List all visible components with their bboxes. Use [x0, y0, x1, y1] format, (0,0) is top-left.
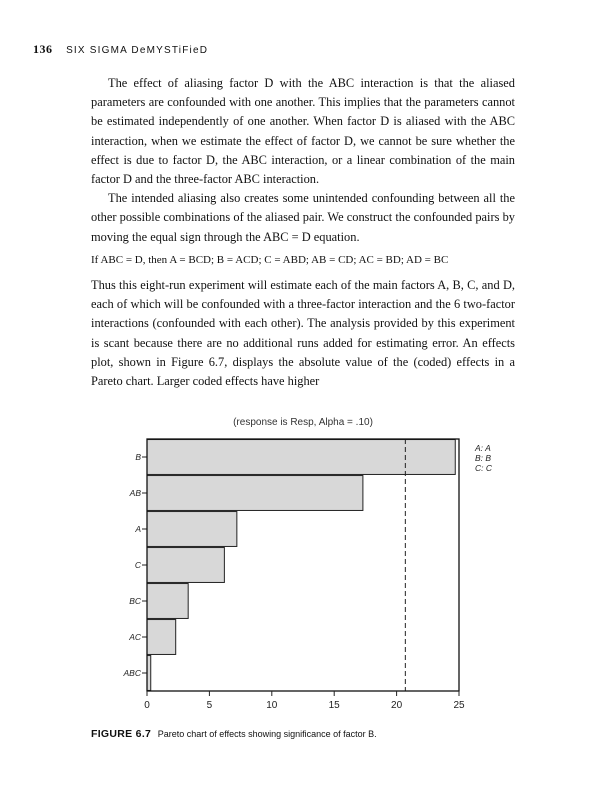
body-text: [91, 74, 515, 391]
y-tick-label-abc: ABC: [123, 668, 141, 678]
legend-entry-1: A: A: [475, 443, 491, 453]
x-tick-label-10: 10: [266, 700, 278, 710]
bar-ac: [147, 620, 176, 655]
bar-bc: [147, 584, 188, 619]
bar-b: [147, 440, 455, 475]
y-tick-label-b: B: [135, 452, 141, 462]
y-tick-label-a: A: [135, 524, 141, 534]
chart-title: (response is Resp, Alpha = .10): [233, 417, 373, 428]
figure-caption: [91, 728, 377, 740]
page-number: 136: [33, 42, 53, 56]
running-head: [33, 42, 208, 57]
pareto-chart-svg: [100, 408, 520, 710]
figure-caption-text: Pareto chart of effects showing significance of factor B.: [157, 729, 377, 739]
pareto-chart: [100, 408, 520, 710]
x-tick-label-0: 0: [144, 700, 150, 710]
x-tick-label-5: 5: [206, 700, 213, 710]
bar-a: [147, 512, 237, 547]
y-tick-label-ac: AC: [129, 632, 141, 642]
bar-c: [147, 548, 224, 583]
y-tick-label-ab: AB: [129, 488, 141, 498]
running-title: SIX SIGMA DeMYSTiFieD: [66, 45, 209, 56]
bar-ab: [147, 476, 363, 511]
alias-equation: If ABC = D, then A = BCD; B = ACD; C = ABD; AB = CD; AC = BD; AD = BC: [91, 253, 449, 266]
paragraph-confounding: The intended aliasing also creates some unintended confounding between all the other possible combinations of the aliased pair. We construct the confounded pairs by moving the equal sign through the ABC = D equation.: [91, 191, 515, 244]
y-tick-label-bc: BC: [129, 596, 141, 606]
x-tick-label-20: 20: [391, 700, 403, 710]
paragraph-effects: Thus this eight-run experiment will estimate each of the main factors A, B, C, and D, each of which will be confounded with a three-factor interaction and the 6 two-factor interactions (confounded with each other). The analysis provided by this experiment is scant because there are no additional runs added for estimating error. An effects plot, shown in Figure 6.7, displays the absolute value of the (coded) effects in a Pareto chart. Larger coded effects have higher: [91, 278, 515, 389]
figure-label: FIGURE 6.7: [91, 728, 152, 740]
x-tick-label-15: 15: [328, 700, 340, 710]
legend-entry-2: B: B: [475, 453, 492, 463]
paragraph-aliasing: The effect of aliasing factor D with the ABC interaction is that the aliased parameters are confounded with one another. This implies that the parameters cannot be estimated independently of one another. When factor D is aliased with the ABC interaction, when we estimate the effect of factor D, we cannot be sure whether the effect is due to factor D, the ABC interaction, or a linear combination of the main factor D and the three-factor ABC interaction.: [91, 76, 515, 187]
x-tick-label-25: 25: [453, 700, 465, 710]
y-tick-label-c: C: [134, 560, 141, 570]
legend-entry-3: C: C: [475, 463, 492, 473]
